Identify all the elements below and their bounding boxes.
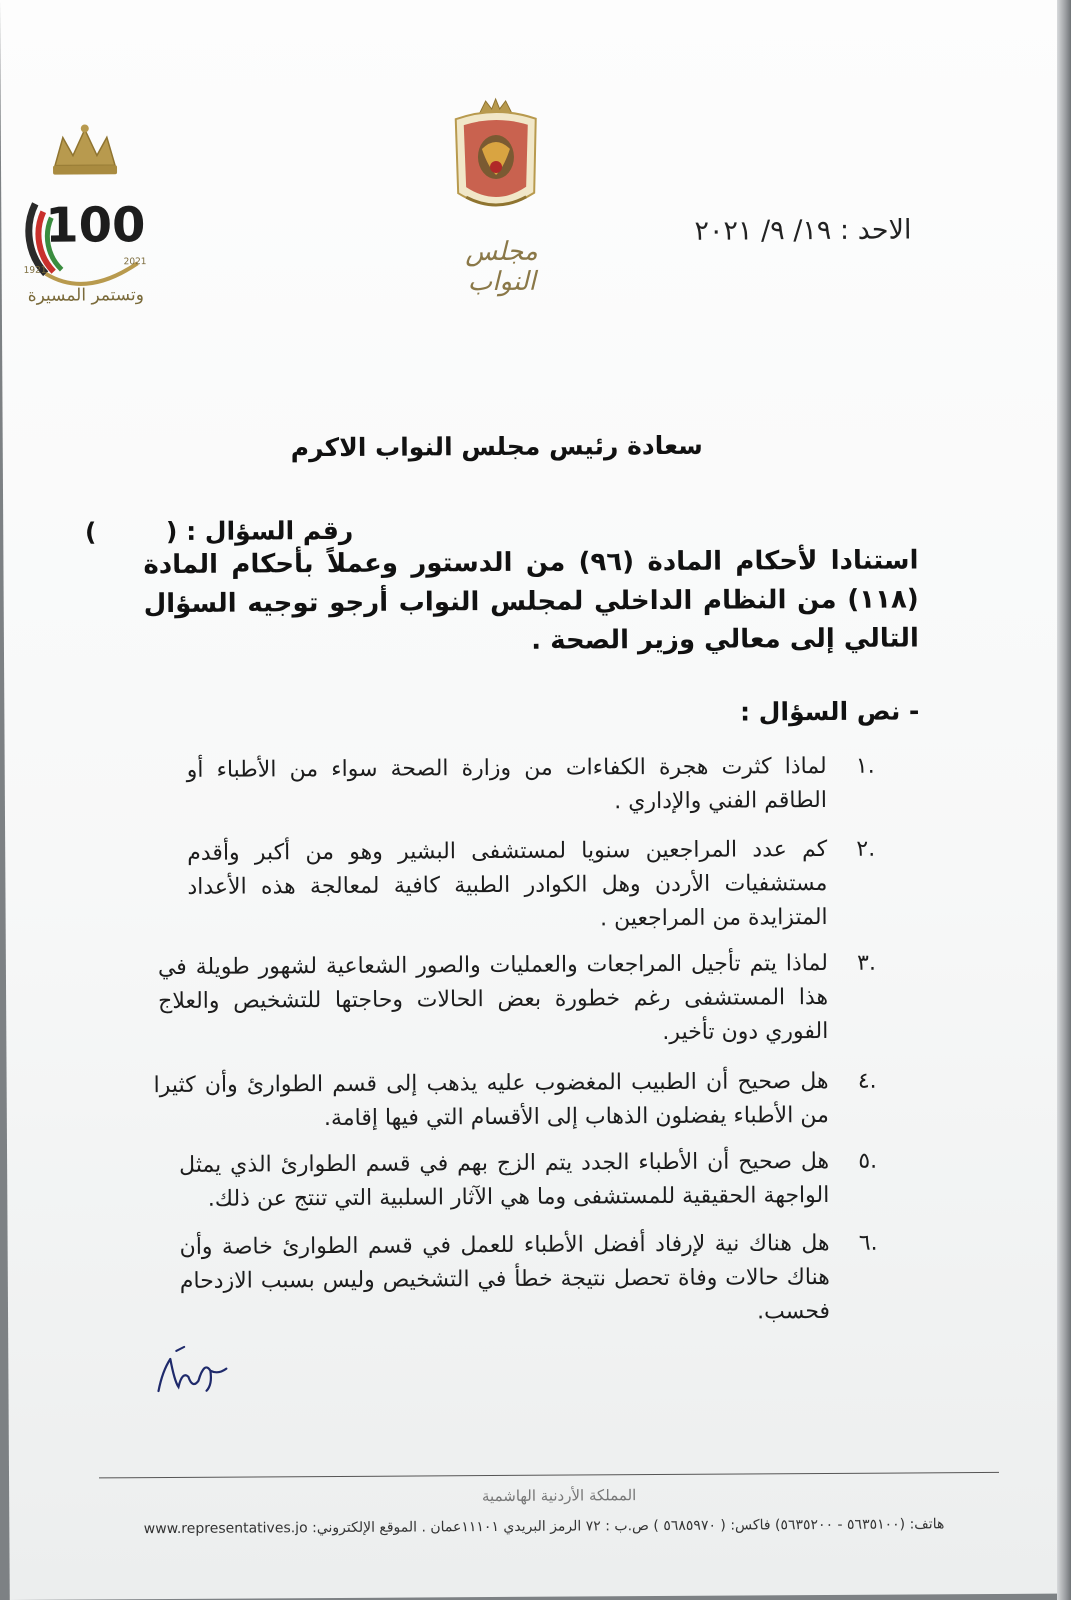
letter-date: الاحد : ١٩/ ٩/ ٢٠٢١ (694, 214, 912, 247)
item-text: هل صحيح أن الطبيب المغضوب عليه يذهب إلى قسم الطوارئ وأن كثيرا من الأطباء يفضلون الذهاب إلى الأقسام التي فيها إقامة. (153, 1068, 829, 1132)
council-name: مجلس النواب (465, 236, 538, 298)
kingdom-name: المملكة الأردنية الهاشمية (481, 1486, 637, 1506)
contact-info: هاتف: (٥٦٣٥١٠٠ - ٥٦٣٥٢٠٠) فاكس: ( ٥٦٨٥٩٧٠ ) ص.ب : ٧٢ الرمز البريدي ١١١٠١عمان . الموقع الإلكتروني: www.representatives.jo (143, 1516, 945, 1538)
question-number: رقم السؤال : ( ) (84, 515, 354, 547)
list-item (185, 833, 876, 939)
item-text: كم عدد المراجعين سنويا لمستشفى البشير وهو من أكبر وأقدم مستشفيات الأردن وهل الكوادر الطبية كافية لمعالجة هذه الأعداد المتزايدة من المراجعين . (187, 836, 828, 932)
item-number: .٣ (856, 950, 876, 976)
item-number: .٦ (858, 1230, 878, 1256)
svg-text:100: 100 (45, 197, 146, 254)
list-item (185, 750, 875, 824)
list-item (157, 947, 877, 1053)
background-edge (1057, 0, 1071, 1600)
item-text: هل صحيح أن الأطباء الجدد يتم الزج بهم في قسم الطوارئ الذي يمثل الواجهة الحقيقية للمستشفى وما هي الآثار السلبية التي تنتج عن ذلك. (179, 1148, 830, 1212)
handwritten-signature (148, 1341, 238, 1402)
coat-of-arms (446, 97, 547, 218)
item-number: .٢ (856, 836, 876, 862)
year-end: 2021 (123, 257, 147, 268)
item-text: لماذا كثرت هجرة الكفاءات من وزارة الصحة سواء من الأطباء أو الطاقم الفني والإداري . (186, 753, 827, 815)
item-text: هل هناك نية لإرفاد أفضل الأطباء للعمل في قسم الطوارئ خاصة وأن هناك حالات وفاة تحصل نتيجة خطأ في التشخيص وليس بسبب الازدحام فحسب. (179, 1230, 831, 1325)
question-heading: - نص السؤال : (739, 696, 920, 727)
list-item (153, 1065, 877, 1139)
addressee: سعادة رئيس مجلس النواب الاكرم (290, 430, 703, 463)
centennial-logo (15, 123, 156, 314)
item-number: .٥ (858, 1148, 878, 1174)
year-start: 1921 (23, 265, 47, 276)
item-number: .١ (855, 753, 875, 779)
intro-paragraph: استنادا لأحكام المادة (٩٦) من الدستور وعملاً بأحكام المادة (١١٨) من النظام الداخلي لمجلس النواب أرجو توجيه السؤال التالي إلى معالي وزير الصحة . (143, 545, 920, 656)
item-text: لماذا يتم تأجيل المراجعات والعمليات والصور الشعاعية لشهور طويلة في هذا المستشفى رغم خطورة بعض الحالات وحاجتها للتشخيص والعلاج الفوري دون تأخير. (157, 950, 829, 1045)
list-item (179, 1227, 878, 1325)
anniversary-tagline: وتستمر المسيرة (27, 285, 144, 306)
coat-of-arms-icon (446, 97, 547, 218)
list-item (179, 1145, 878, 1219)
footer-divider (99, 1472, 999, 1478)
item-number: .٤ (857, 1068, 877, 1094)
